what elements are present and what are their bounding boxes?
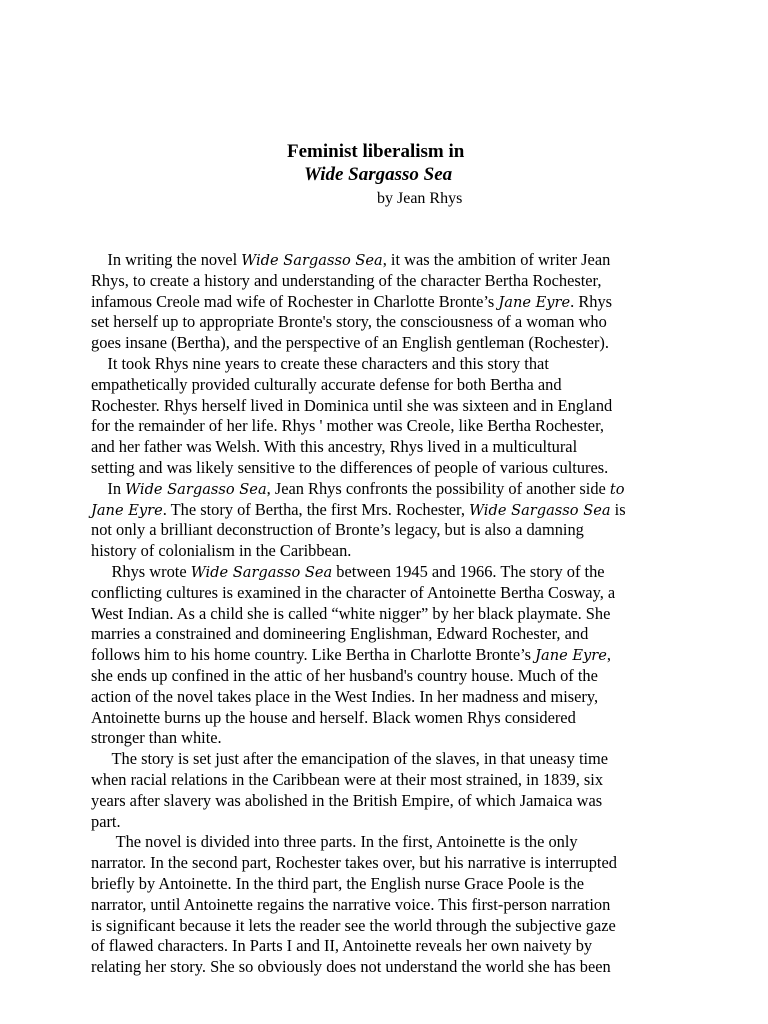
text-run: is <box>610 499 626 519</box>
text-line <box>91 853 691 874</box>
italic-title-text: Wide Sargasso Sea <box>190 563 333 581</box>
text-run: between 1945 and 1966. The story of the <box>332 561 605 581</box>
text-run: infamous Creole mad wife of Rochester in Charlotte Bronte’s <box>91 291 499 311</box>
text-run: not only a brilliant deconstruction of Bronte’s legacy, but is also a damning <box>91 520 584 540</box>
italic-title-text: Jane Eyre <box>535 647 607 665</box>
text-run: goes insane (Bertha), and the perspective of an English gentleman (Rochester). <box>91 333 609 353</box>
text-line <box>91 375 691 396</box>
text-run: action of the novel takes place in the West Indies. In her madness and misery, <box>91 686 599 706</box>
text-run: empathetically provided culturally accurate defense for both Bertha and <box>91 374 562 394</box>
text-line <box>91 250 691 271</box>
paragraph <box>91 832 691 978</box>
text-run: . The story of Bertha, the first Mrs. Rochester, <box>162 499 470 519</box>
document-title-work: Wide Sargasso Sea <box>304 164 453 185</box>
italic-title-text: to <box>609 480 625 498</box>
text-line <box>91 604 691 625</box>
text-line <box>91 895 691 916</box>
document-body <box>91 250 691 978</box>
text-line <box>91 458 691 479</box>
text-line <box>91 708 691 729</box>
text-line <box>91 333 691 354</box>
document-byline: by Jean Rhys <box>377 190 463 207</box>
text-run: , Jean Rhys confronts the possibility of another side <box>266 478 610 498</box>
text-line <box>91 687 691 708</box>
text-line <box>91 520 691 541</box>
text-run: follows him to his home country. Like Bertha in Charlotte Bronte’s <box>91 645 536 665</box>
paragraph <box>91 562 691 749</box>
paragraph <box>91 354 691 479</box>
document-title: Feminist liberalism in <box>287 141 465 162</box>
text-run: , <box>606 645 612 665</box>
text-run: for the remainder of her life. Rhys ' mother was Creole, like Bertha Rochester, <box>91 416 604 436</box>
text-run: West Indian. As a child she is called “white nigger” by her black playmate. She <box>91 603 611 623</box>
italic-title-text: Wide Sargasso Sea <box>469 501 611 519</box>
text-line <box>91 666 691 687</box>
text-line <box>91 500 691 521</box>
text-line <box>91 354 691 375</box>
text-run: narrator, until Antoinette regains the narrative voice. This first-person narration <box>91 894 611 914</box>
italic-title-text: Wide Sargasso Sea <box>125 480 267 498</box>
text-line <box>91 312 691 333</box>
paragraph <box>91 250 691 354</box>
text-run: It took Rhys nine years to create these characters and this story that <box>91 353 549 373</box>
text-run: Rhys wrote <box>91 561 191 581</box>
text-line <box>91 728 691 749</box>
text-line <box>91 645 691 666</box>
text-run: history of colonialism in the Caribbean. <box>91 541 352 561</box>
text-run: Rhys, to create a history and understanding of the character Bertha Rochester, <box>91 270 602 290</box>
text-line <box>91 770 691 791</box>
text-line <box>91 416 691 437</box>
text-line <box>91 479 691 500</box>
text-line <box>91 874 691 895</box>
text-run: relating her story. She so obviously does not understand the world she has been <box>91 957 611 977</box>
text-line <box>91 583 691 604</box>
text-line <box>91 791 691 812</box>
text-run: years after slavery was abolished in the British Empire, of which Jamaica was <box>91 790 603 810</box>
text-run: narrator. In the second part, Rochester takes over, but his narrative is interrupted <box>91 853 617 873</box>
text-run: briefly by Antoinette. In the third part, the English nurse Grace Poole is the <box>91 873 584 893</box>
text-line <box>91 749 691 770</box>
text-line <box>91 271 691 292</box>
text-run: is significant because it lets the reader see the world through the subjective gaze <box>91 915 616 935</box>
text-line <box>91 832 691 853</box>
italic-title-text: Wide Sargasso Sea <box>241 252 383 269</box>
text-line <box>91 396 691 417</box>
text-line <box>91 541 691 562</box>
text-line <box>91 562 691 583</box>
text-run: , it was the ambition of writer Jean <box>382 250 611 269</box>
text-run: In writing the novel <box>91 250 242 269</box>
text-run: . Rhys <box>570 291 613 311</box>
paragraph <box>91 749 691 832</box>
text-line <box>91 916 691 937</box>
text-line <box>91 812 691 833</box>
text-line <box>91 624 691 645</box>
text-run: and her father was Welsh. With this ancestry, Rhys lived in a multicultural <box>91 437 578 457</box>
text-line <box>91 437 691 458</box>
text-run: The story is set just after the emancipation of the slaves, in that uneasy time <box>91 749 609 769</box>
text-line <box>91 957 691 978</box>
text-run: Antoinette burns up the house and herself. Black women Rhys considered <box>91 707 576 727</box>
paragraph <box>91 479 691 562</box>
italic-title-text: Jane Eyre <box>498 293 571 311</box>
text-run: conflicting cultures is examined in the character of Antoinette Bertha Cosway, a <box>91 582 616 602</box>
text-run: In <box>91 478 126 498</box>
text-run: when racial relations in the Caribbean were at their most strained, in 1839, six <box>91 769 604 789</box>
text-run: she ends up confined in the attic of her husband's country house. Much of the <box>91 665 598 685</box>
text-run: stronger than white. <box>91 728 222 748</box>
text-run: set herself up to appropriate Bronte's story, the consciousness of a woman who <box>91 312 607 332</box>
text-run: marries a constrained and domineering Englishman, Edward Rochester, and <box>91 624 589 644</box>
text-run: of flawed characters. In Parts I and II, Antoinette reveals her own naivety by <box>91 936 593 956</box>
text-run: part. <box>91 811 121 831</box>
text-line <box>91 936 691 957</box>
text-line <box>91 292 691 313</box>
italic-title-text: Jane Eyre <box>91 501 163 519</box>
text-run: The novel is divided into three parts. In the first, Antoinette is the only <box>91 832 578 852</box>
text-run: setting and was likely sensitive to the differences of people of various cultures. <box>91 457 609 477</box>
text-run: Rochester. Rhys herself lived in Dominica until she was sixteen and in England <box>91 395 613 415</box>
